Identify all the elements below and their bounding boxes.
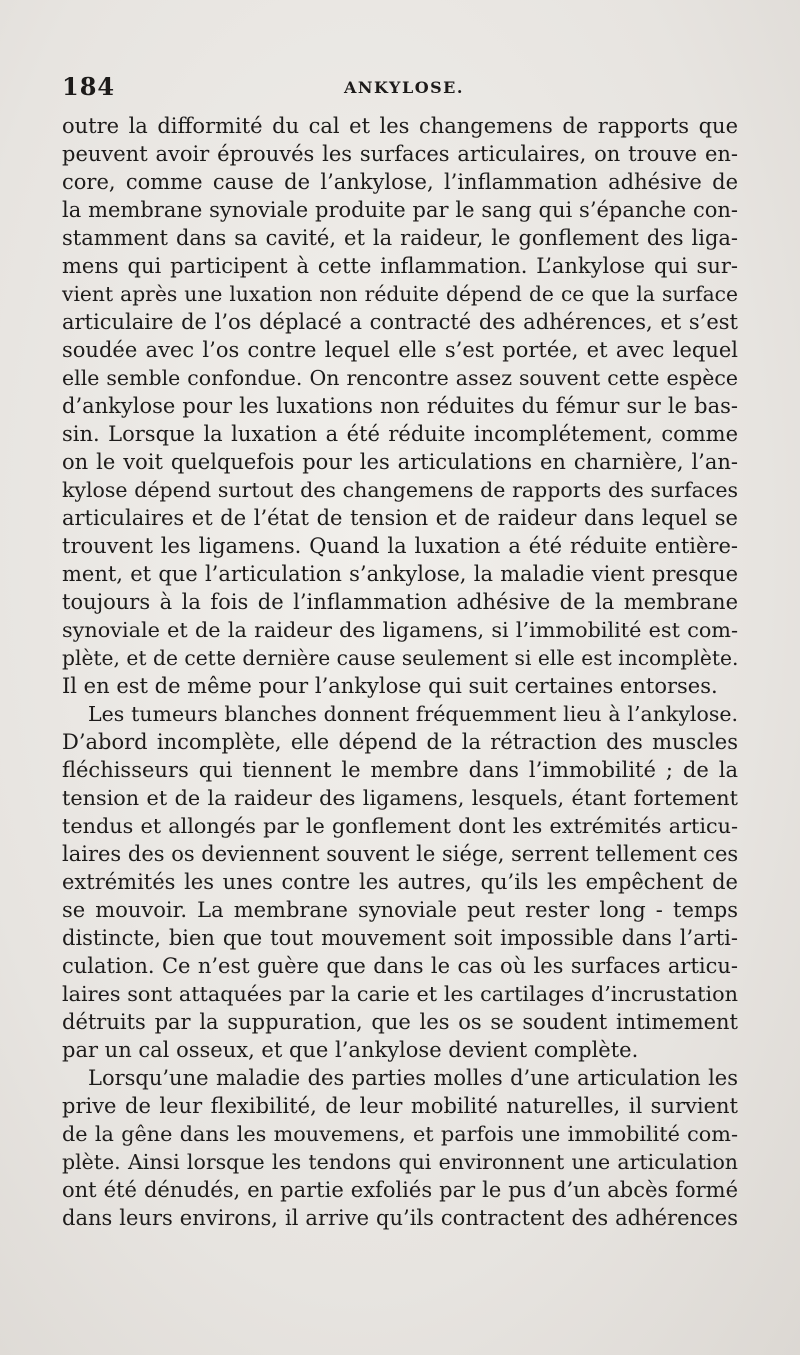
text-line: outre la difformité du cal et les changemens de rapports que <box>62 114 738 138</box>
paragraph-1 <box>62 112 738 700</box>
text-line: stamment dans sa cavité, et la raideur, le gonflement des liga- <box>62 226 738 250</box>
text-line: Les tumeurs blanches donnent fréquemment lieu à l’ankylose. <box>88 702 738 726</box>
text-line: core, comme cause de l’ankylose, l’inflammation adhésive de <box>62 170 738 194</box>
text-line: prive de leur flexibilité, de leur mobilité naturelles, il survient <box>62 1094 738 1118</box>
body-text <box>62 112 738 1232</box>
running-title: ANKYLOSE. <box>344 78 464 97</box>
text-line: plète. Ainsi lorsque les tendons qui environnent une articulation <box>62 1150 738 1174</box>
text-line: D’abord incomplète, elle dépend de la rétraction des muscles <box>62 730 738 754</box>
page-number: 184 <box>62 72 116 101</box>
text-line: laires des os deviennent souvent le siége, serrent tellement ces <box>62 842 739 866</box>
text-line: d’ankylose pour les luxations non réduites du fémur sur le bas- <box>62 394 738 418</box>
paragraph-3 <box>62 1064 738 1232</box>
text-line: de la gêne dans les mouvemens, et parfois une immobilité com- <box>62 1122 738 1146</box>
text-line: articulaires et de l’état de tension et de raideur dans lequel se <box>62 506 738 530</box>
text-line: ment, et que l’articulation s’ankylose, la maladie vient presque <box>62 562 738 586</box>
text-line: tension et de la raideur des ligamens, lesquels, étant fortement <box>62 786 738 810</box>
text-line: on le voit quelquefois pour les articulations en charnière, l’an- <box>62 450 738 474</box>
paragraph-2 <box>62 700 738 1064</box>
text-line: se mouvoir. La membrane synoviale peut rester long - temps <box>62 898 738 922</box>
text-line: la membrane synoviale produite par le sang qui s’épanche con- <box>62 198 738 222</box>
text-line: plète, et de cette dernière cause seulement si elle est incomplète. <box>62 646 739 670</box>
text-line: détruits par la suppuration, que les os se soudent intimement <box>62 1010 738 1034</box>
text-line: dans leurs environs, il arrive qu’ils contractent des adhérences <box>62 1206 738 1230</box>
text-line: Il en est de même pour l’ankylose qui suit certaines entorses. <box>62 674 718 698</box>
text-line: ont été dénudés, en partie exfoliés par le pus d’un abcès formé <box>62 1178 738 1202</box>
text-line: distincte, bien que tout mouvement soit impossible dans l’arti- <box>62 926 738 950</box>
text-line: extrémités les unes contre les autres, qu’ils les empêchent de <box>62 870 738 894</box>
text-line: par un cal osseux, et que l’ankylose devient complète. <box>62 1038 639 1062</box>
text-line: articulaire de l’os déplacé a contracté des adhérences, et s’est <box>62 310 738 334</box>
text-line: vient après une luxation non réduite dépend de ce que la surface <box>62 282 738 306</box>
page-header <box>62 68 738 104</box>
text-line: culation. Ce n’est guère que dans le cas où les surfaces articu- <box>62 954 738 978</box>
text-line: kylose dépend surtout des changemens de rapports des surfaces <box>62 478 738 502</box>
text-line: tendus et allongés par le gonflement dont les extrémités articu- <box>62 814 738 838</box>
text-line: mens qui participent à cette inflammation. L’ankylose qui sur- <box>62 254 738 278</box>
text-line: Lorsqu’une maladie des parties molles d’une articulation les <box>88 1066 738 1090</box>
text-line: soudée avec l’os contre lequel elle s’est portée, et avec lequel <box>62 338 738 362</box>
text-line: elle semble confondue. On rencontre assez souvent cette espèce <box>62 366 738 390</box>
text-line: fléchisseurs qui tiennent le membre dans l’immobilité ; de la <box>62 758 738 782</box>
text-line: peuvent avoir éprouvés les surfaces articulaires, on trouve en- <box>62 142 738 166</box>
text-line: toujours à la fois de l’inflammation adhésive de la membrane <box>62 590 738 614</box>
text-line: laires sont attaquées par la carie et les cartilages d’incrustation <box>62 982 738 1006</box>
text-line: synoviale et de la raideur des ligamens, si l’immobilité est com- <box>62 618 738 642</box>
text-line: trouvent les ligamens. Quand la luxation a été réduite entière- <box>62 534 738 558</box>
text-line: sin. Lorsque la luxation a été réduite incomplétement, comme <box>62 422 738 446</box>
